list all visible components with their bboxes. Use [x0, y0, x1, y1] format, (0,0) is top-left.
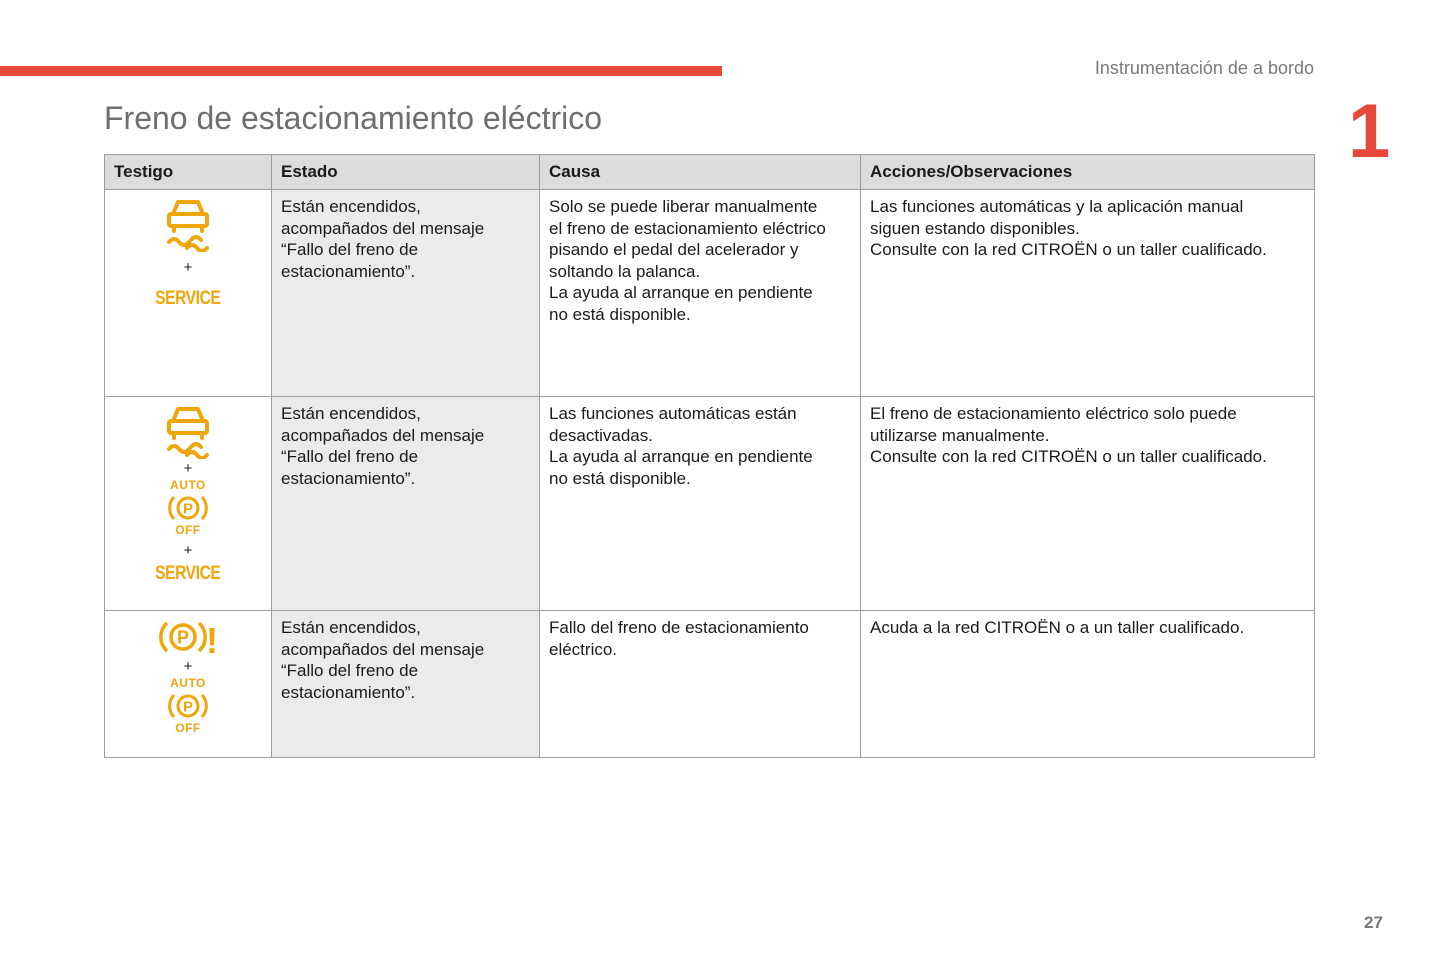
auto-park-off-icon: [165, 479, 211, 537]
testigo-cell: [105, 611, 272, 758]
auto-label: AUTO: [170, 478, 206, 492]
cell-line: acompañados del mensaje: [281, 639, 485, 659]
estado-cell: [272, 190, 540, 397]
cell-line: pisando el pedal del acelerador y: [549, 240, 799, 259]
service-icon: SERVICE: [155, 563, 221, 584]
cell-line: “Fallo del freno de: [281, 447, 419, 466]
cell-line: no está disponible.: [549, 304, 691, 324]
table-row: [105, 190, 1315, 397]
table-row: [105, 397, 1315, 611]
column-header-estado: Estado: [272, 155, 540, 190]
cell-line: Están encendidos,: [281, 197, 421, 216]
cell-line: “Fallo del freno de: [281, 240, 419, 259]
cell-line: La ayuda al arranque en pendiente: [549, 283, 813, 302]
testigo-cell: [105, 190, 272, 397]
cell-line: La ayuda al arranque en pendiente: [549, 447, 813, 466]
cell-line: acompañados del mensaje: [281, 425, 485, 445]
traction-control-icon: [163, 196, 213, 252]
cell-line: no está disponible.: [549, 468, 691, 488]
traction-control-icon: [163, 403, 213, 459]
off-label: OFF: [175, 523, 201, 537]
plus-sign: +: [183, 460, 193, 477]
table-header-row: [105, 155, 1315, 190]
causa-cell: [540, 611, 861, 758]
service-icon: SERVICE: [155, 288, 221, 309]
cell-line: acompañados del mensaje: [281, 218, 485, 238]
estado-cell: [272, 611, 540, 758]
cell-line: El freno de estacionamiento eléctrico solo puede: [870, 404, 1237, 423]
cell-line: Están encendidos,: [281, 404, 421, 423]
plus-sign: +: [183, 658, 193, 675]
column-header-causa: Causa: [540, 155, 861, 190]
causa-cell: [540, 190, 861, 397]
cell-line: desactivadas.: [549, 425, 653, 445]
cell-line: el freno de estacionamiento eléctrico: [549, 218, 826, 238]
acciones-cell: [861, 611, 1315, 758]
cell-line: Están encendidos,: [281, 618, 421, 637]
park-label: P: [182, 500, 194, 518]
cell-line: Las funciones automáticas y la aplicación manual: [870, 197, 1244, 216]
cell-line: Fallo del freno de estacionamiento: [549, 618, 809, 637]
column-header-testigo: Testigo: [105, 155, 272, 190]
auto-park-off-icon: [165, 677, 211, 735]
cell-line: Solo se puede liberar manualmente: [549, 197, 818, 216]
park-circle-icon: [165, 690, 211, 722]
warning-lights-table: [104, 154, 1315, 758]
causa-cell: [540, 397, 861, 611]
auto-label: AUTO: [170, 676, 206, 690]
table-row: [105, 611, 1315, 758]
column-header-acciones: Acciones/Observaciones: [861, 155, 1315, 190]
acciones-cell: [861, 397, 1315, 611]
plus-sign: +: [183, 542, 193, 559]
estado-cell: [272, 397, 540, 611]
cell-line: Las funciones automáticas están: [549, 404, 797, 423]
cell-line: soltando la palanca.: [549, 261, 701, 281]
testigo-cell: [105, 397, 272, 611]
cell-line: estacionamiento”.: [281, 682, 416, 702]
park-label: P: [182, 698, 194, 716]
plus-sign: +: [183, 259, 193, 276]
cell-line: Consulte con la red CITROËN o un taller cualificado.: [870, 447, 1267, 466]
cell-line: “Fallo del freno de: [281, 661, 419, 680]
cell-line: Acuda a la red CITROËN o a un taller cualificado.: [870, 618, 1245, 637]
cell-line: Consulte con la red CITROËN o un taller cualificado.: [870, 240, 1267, 259]
accent-bar: [0, 66, 722, 76]
page-title: Freno de estacionamiento eléctrico: [104, 100, 603, 136]
cell-line: siguen estando disponibles.: [870, 218, 1080, 238]
exclamation-label: !: [206, 620, 218, 657]
chapter-number: 1: [1348, 89, 1391, 174]
cell-line: utilizarse manualmente.: [870, 425, 1050, 445]
off-label: OFF: [175, 721, 201, 735]
cell-line: estacionamiento”.: [281, 261, 416, 281]
page-number: 27: [1364, 913, 1383, 932]
acciones-cell: [861, 190, 1315, 397]
cell-line: estacionamiento”.: [281, 468, 416, 488]
cell-line: eléctrico.: [549, 639, 618, 659]
section-title: Instrumentación de a bordo: [1094, 58, 1314, 78]
park-circle-icon: [165, 492, 211, 524]
park-brake-fault-icon: [156, 617, 220, 657]
park-label: P: [176, 627, 190, 648]
